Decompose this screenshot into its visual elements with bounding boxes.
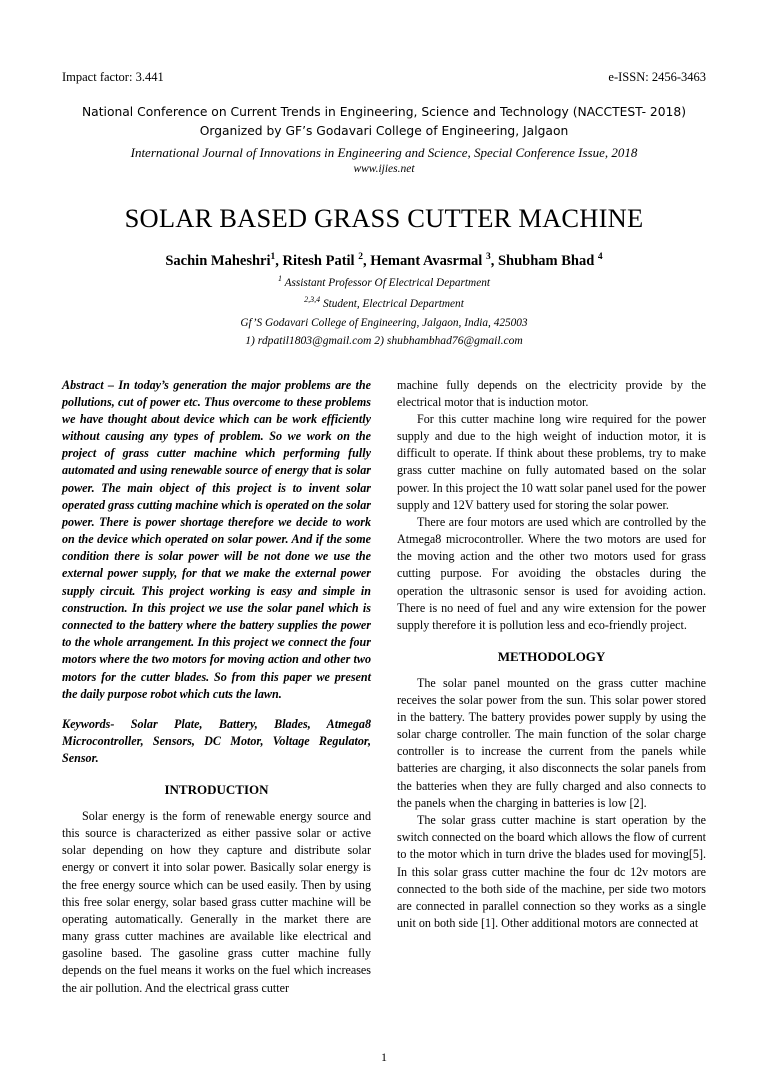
- conference-line-2: Organized by GF’s Godavari College of Engineering, Jalgaon: [199, 124, 569, 139]
- journal-url[interactable]: www.ijies.net: [353, 163, 415, 176]
- page-title: SOLAR BASED GRASS CUTTER MACHINE: [124, 203, 644, 234]
- right-paragraph-5: The solar grass cutter machine is start operation by the switch connected on the board which allows the flow of current to the motor which in turn drive the blades used for moving[5]. In this solar grass cutter machine the four dc 12v motors are connected to the both side of the machine, per side two motors are connected in parallel connection so they works as a single unit on both side [1]. Other additional motors are connected at: [397, 812, 706, 931]
- right-paragraph-4: The solar panel mounted on the grass cutter machine receives the solar power from the sun. This solar power stored in the battery. The battery provides power supply by using the solar charge controller. The main function of the solar charge controller is to increase the current from the panels while batteries are charging, it also disconnects the solar panels from the batteries when they are fully charged and also connects to the panels when the charging in batteries is low [2].: [397, 675, 706, 810]
- introduction-paragraph: Solar energy is the form of renewable energy source and this source is characterized as either passive solar or active solar depending on how they capture and distribute solar energy or convert it into solar power. Basically solar energy is the free energy source which can be used easily. Then by using this free solar energy, solar based grass cutter machine will be operating automatically. Generally in the market there are many grass cutter machines are available like electrical and gasoline based. The gasoline grass cutter machine fully depends on the fuel means it works on the fuel which increases the air pollution. And the electrical grass cutter: [62, 808, 371, 995]
- keywords-block: Keywords- Solar Plate, Battery, Blades, Atmega8 Microcontroller, Sensors, DC Motor, Voltage Regulator, Sensor.: [62, 716, 371, 766]
- conference-block: [62, 103, 706, 141]
- left-column: [62, 377, 371, 997]
- two-column-body: [62, 377, 706, 997]
- affiliation-line-1: $^1$ Assistant Professor Of Electrical Department: [277, 273, 491, 289]
- impact-factor: Impact factor: 3.441: [62, 70, 164, 84]
- right-column: [397, 377, 706, 997]
- section-heading-introduction: INTRODUCTION: [164, 782, 269, 798]
- page-header: [62, 70, 706, 85]
- author-emails[interactable]: 1) rdpatil1803@gmail.com 2) shubhambhad76@gmail.com: [245, 333, 523, 347]
- page-number: 1: [381, 1050, 387, 1064]
- affiliation-line-3: Gf’S Godavari College of Engineering, Jalgaon, India, 425003: [240, 317, 528, 330]
- author-list: Sachin Maheshri$^1$, Ritesh Patil $^2$, Hemant Avasrmal $^3$, Shubham Bhad $^4$: [165, 252, 603, 269]
- affiliation-line-2: $^{2,3,4}$ Student, Electrical Department: [304, 295, 464, 310]
- right-paragraph-2: For this cutter machine long wire required for the power supply and due to the high weight of induction motor, it is difficult to operate. If think about these problems, try to make grass cutter machine on fully automated based on the solar power. In this project the 10 watt solar panel used for the power supply and 12V battery used for storing the solar power.: [397, 411, 706, 512]
- abstract-block: [62, 377, 371, 703]
- journal-line: International Journal of Innovations in Engineering and Science, Special Conference Issue, 2018: [130, 145, 638, 161]
- section-heading-methodology: METHODOLOGY: [497, 649, 606, 665]
- right-paragraph-3: There are four motors are used which are controlled by the Atmega8 microcontroller. Where the two motors are used for the moving action and the other two motors used for grass cutting purpose. For avoiding the obstacles during the operation the ultrasonic sensor is used for avoiding action. There is no need of fuel and any wire extension for the power supply therefore it is pollution less and eco-friendly project.: [397, 514, 706, 632]
- right-paragraph-1: machine fully depends on the electricity provide by the electrical motor that is induction motor.: [397, 377, 706, 409]
- conference-line-1: National Conference on Current Trends in Engineering, Science and Technology (NACCTEST- 2018): [81, 105, 687, 119]
- abstract-text: Abstract – In today’s generation the major problems are the pollutions, cut of power etc. Thus overcome to these problems we have thought about device which can be work efficiently without causing any types of problem. So we work on the project of grass cutter machine which performing fully automated and using renewable source of energy that is solar power. The main object of this project is to invent solar operated grass cutting machine which is operated on the solar power. There is power shortage therefore we decide to work on the device which operated on solar power. And if the some condition there is solar power will be not done we use the external power supply, for that we make the external power supply circuit. This project working is easy and simple in construction. In this project we use the solar panel which is connected to the battery where the battery supplies the power to the whole arrangement. In this project we connect the four motors where the two motors for moving action and other two motors for the cutter blades. So from this paper we present the daily purpose robot which cuts the lawn.: [62, 377, 371, 701]
- eissn: e-ISSN: 2456-3463: [608, 70, 706, 84]
